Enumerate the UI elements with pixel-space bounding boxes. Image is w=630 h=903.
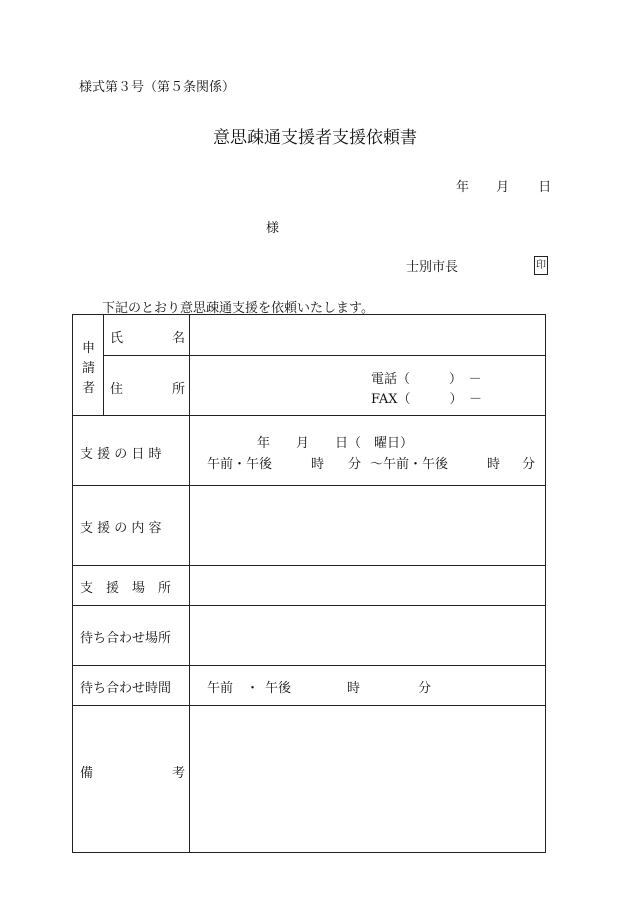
tel-field[interactable]: 電話（ ） － [371,372,482,387]
end-hour-field[interactable]: 時 [487,457,501,472]
fax-field[interactable]: FAX（ ） － [371,392,483,407]
applicant-group-label-3: 者 [82,381,96,396]
meeting-minute-field[interactable]: 分 [418,681,432,696]
date-month-field[interactable]: 月 [496,180,510,195]
meeting-place-input-cell[interactable] [190,606,544,664]
support-content-label: 支 援 の 内 容 [80,521,162,536]
support-place-label: 支 援 場 所 [80,581,172,596]
date-year-field[interactable]: 年 [456,180,470,195]
support-datetime-label: 支 援 の 日 時 [80,447,162,462]
address-label-left: 住 [110,382,124,397]
request-form-table [72,314,546,853]
seal-mark: 印 [534,256,548,275]
addressee-field[interactable]: 様 [266,221,280,236]
divider [103,315,104,415]
remarks-input-cell[interactable] [190,706,544,851]
start-hour-field[interactable]: 時 [311,457,325,472]
document-title: 意思疎通支援者支援依頼書 [213,128,417,148]
name-label-right: 名 [172,331,186,346]
date-day-field[interactable]: 日 [538,180,552,195]
divider [73,415,545,416]
name-input-cell[interactable] [190,316,544,354]
meeting-hour-field[interactable]: 時 [347,681,361,696]
support-place-input-cell[interactable] [190,566,544,604]
remarks-label-left: 備 [80,766,94,781]
start-ampm-field[interactable]: 午前・午後 [207,457,273,472]
address-label-right: 所 [172,382,186,397]
intro-text: 下記のとおり意思疎通支援を依頼いたします。 [102,301,374,316]
meeting-pm-option[interactable]: 午後 [265,681,292,696]
applicant-group-label-1: 申 [82,341,96,356]
meeting-ampm-separator: ・ [246,681,260,696]
form-number: 様式第３号（第５条関係） [79,80,236,95]
applicant-group-label-2: 請 [82,361,96,376]
end-ampm-field[interactable]: ～午前・午後 [370,457,449,472]
remarks-label-right: 考 [172,766,186,781]
date-line [456,176,551,195]
meeting-am-option[interactable]: 午前 [207,681,234,696]
end-minute-field[interactable]: 分 [522,457,536,472]
divider [73,665,545,666]
support-date-field[interactable]: 年 月 日（ 曜日） [257,436,414,451]
name-label-left: 氏 [110,331,124,346]
start-minute-field[interactable]: 分 [348,457,362,472]
support-content-input-cell[interactable] [190,486,544,564]
address-input-cell[interactable] [190,356,360,414]
meeting-place-label: 待ち合わせ場所 [80,631,172,646]
issuer-name: 士別市長 [406,260,459,275]
meeting-time-label: 待ち合わせ時間 [80,681,172,696]
